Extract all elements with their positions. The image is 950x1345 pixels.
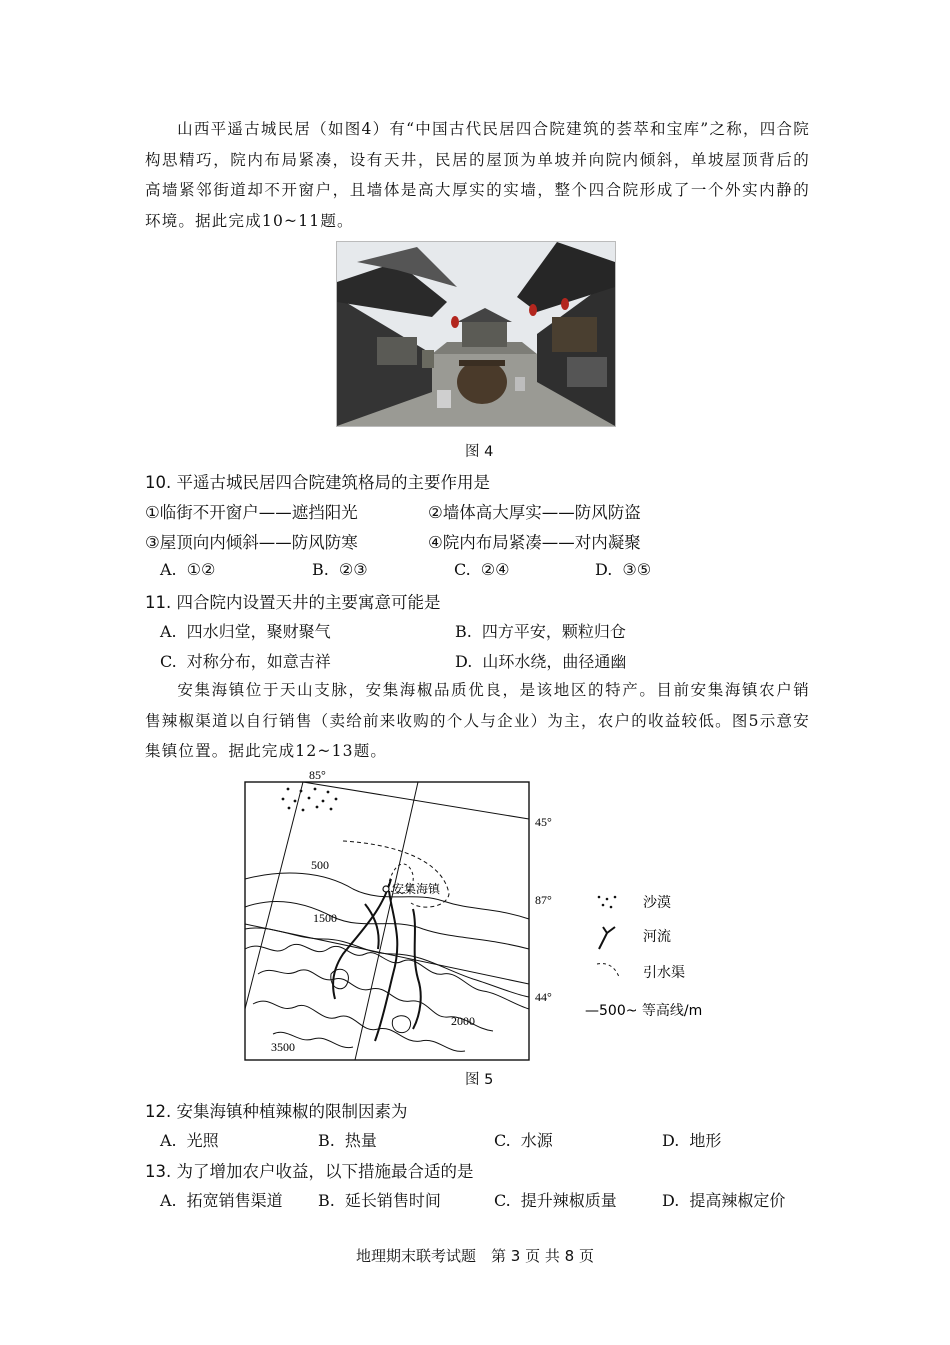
option-key: D. xyxy=(595,560,613,579)
option-key: D. xyxy=(662,1131,680,1150)
q11-option-d[interactable] xyxy=(455,649,626,672)
label-lon-85: 85° xyxy=(309,768,326,782)
page-footer: 地理期末联考试题 第 3 页 共 8 页 xyxy=(356,1247,594,1265)
option-key: B. xyxy=(318,1131,335,1150)
q13-option-a[interactable] xyxy=(160,1188,283,1211)
legend-canal-label: 引水渠 xyxy=(643,965,685,981)
figure-4-caption: 图 4 xyxy=(465,444,494,460)
option-key: B. xyxy=(455,622,472,641)
option-text: 提升辣椒质量 xyxy=(520,1191,617,1210)
option-text: 延长销售时间 xyxy=(344,1191,441,1210)
option-text: 对称分布，如意吉祥 xyxy=(186,652,331,671)
option-key: D. xyxy=(455,652,473,671)
option-text: ②④ xyxy=(480,560,510,579)
option-text: ③⑤ xyxy=(622,560,652,579)
q10-statement-1: ①临街不开窗户——遮挡阳光 xyxy=(145,503,358,522)
option-text: ①② xyxy=(186,560,216,579)
option-key: C. xyxy=(454,560,471,579)
option-key: A. xyxy=(160,560,177,579)
option-key: A. xyxy=(160,1191,177,1210)
question-10-stem: 10. 平遥古城民居四合院建筑格局的主要作用是 xyxy=(145,473,490,492)
q10-statement-4: ④院内布局紧凑——对内凝聚 xyxy=(428,533,641,552)
option-text: 光照 xyxy=(186,1131,219,1150)
option-text: 四水归堂，聚财聚气 xyxy=(186,622,331,641)
question-13-stem: 13. 为了增加农户收益，以下措施最合适的是 xyxy=(145,1162,474,1181)
legend-contour-label: —500~ 等高线/m xyxy=(585,1003,703,1019)
legend-river-label: 河流 xyxy=(643,929,671,945)
q10-option-d[interactable] xyxy=(595,560,651,579)
q12-option-d[interactable] xyxy=(662,1128,721,1151)
label-contour-2000: 2000 xyxy=(451,1014,475,1028)
q11-option-a[interactable] xyxy=(160,619,331,642)
option-key: D. xyxy=(662,1191,680,1210)
q10-option-c[interactable] xyxy=(454,560,509,579)
option-key: B. xyxy=(312,560,329,579)
map-legend xyxy=(585,895,702,1019)
q10-option-b[interactable] xyxy=(312,560,368,579)
q10-statement-2: ②墙体高大厚实——防风防盗 xyxy=(428,503,641,522)
option-text: 山环水绕，曲径通幽 xyxy=(482,652,627,671)
option-text: 水源 xyxy=(520,1131,553,1150)
option-text: 拓宽销售渠道 xyxy=(186,1191,283,1210)
legend-canal-symbol xyxy=(597,964,619,977)
location-map xyxy=(243,768,723,1064)
q11-option-b[interactable] xyxy=(455,619,626,642)
passage-1-text: 山西平遥古城民居（如图4）有“中国古代民居四合院建筑的荟萃和宝库”之称，四合院构思精巧，院内布局紧凑，设有天井，民居的屋顶为单坡并向院内倾斜，单坡屋顶背后的高墙紧邻街道却不开窗户，且墙体是高大厚实的实墙，整个四合院形成了一个外实内静的环境。据此完成10~11题。 xyxy=(145,120,810,230)
option-key: A. xyxy=(160,622,177,641)
label-contour-500: 500 xyxy=(311,858,329,872)
label-town: 安集海镇 xyxy=(392,882,441,896)
courtyard-photo xyxy=(336,241,616,427)
q13-option-d[interactable] xyxy=(662,1188,785,1211)
option-key: C. xyxy=(494,1191,511,1210)
option-key: A. xyxy=(160,1131,177,1150)
q12-option-c[interactable] xyxy=(494,1128,553,1151)
question-12-stem: 12. 安集海镇种植辣椒的限制因素为 xyxy=(145,1102,408,1121)
label-contour-3500: 3500 xyxy=(271,1040,295,1054)
passage-1 xyxy=(145,114,810,236)
legend-river-symbol xyxy=(599,927,615,949)
q10-statement-3: ③屋顶向内倾斜——防风防寒 xyxy=(145,533,358,552)
figure-5-caption: 图 5 xyxy=(465,1072,494,1088)
label-contour-1500: 1500 xyxy=(313,911,337,925)
label-lat-45: 45° xyxy=(535,815,552,829)
q12-option-b[interactable] xyxy=(318,1128,377,1151)
q11-option-c[interactable] xyxy=(160,649,331,672)
legend-desert-label: 沙漠 xyxy=(643,895,671,911)
option-text: 地形 xyxy=(689,1131,722,1150)
label-lon-87: 87° xyxy=(535,893,552,907)
passage-2 xyxy=(145,675,810,767)
town-marker xyxy=(383,886,389,892)
q13-option-b[interactable] xyxy=(318,1188,441,1211)
label-lat-44: 44° xyxy=(535,990,552,1004)
option-text: 热量 xyxy=(344,1131,377,1150)
q12-option-a[interactable] xyxy=(160,1128,219,1151)
option-text: 提高辣椒定价 xyxy=(689,1191,786,1210)
option-text: 四方平安，颗粒归仓 xyxy=(481,622,626,641)
option-key: C. xyxy=(494,1131,511,1150)
question-11-stem: 11. 四合院内设置天井的主要寓意可能是 xyxy=(145,593,441,612)
option-text: ②③ xyxy=(338,560,368,579)
passage-2-text: 安集海镇位于天山支脉，安集海椒品质优良，是该地区的特产。目前安集海镇农户销售辣椒渠道以自行销售（卖给前来收购的个人与企业）为主，农户的收益较低。图5示意安集镇位置。据此完成12~13题。 xyxy=(145,681,810,760)
q10-option-a[interactable] xyxy=(160,560,215,579)
option-key: C. xyxy=(160,652,177,671)
q13-option-c[interactable] xyxy=(494,1188,617,1211)
option-key: B. xyxy=(318,1191,335,1210)
